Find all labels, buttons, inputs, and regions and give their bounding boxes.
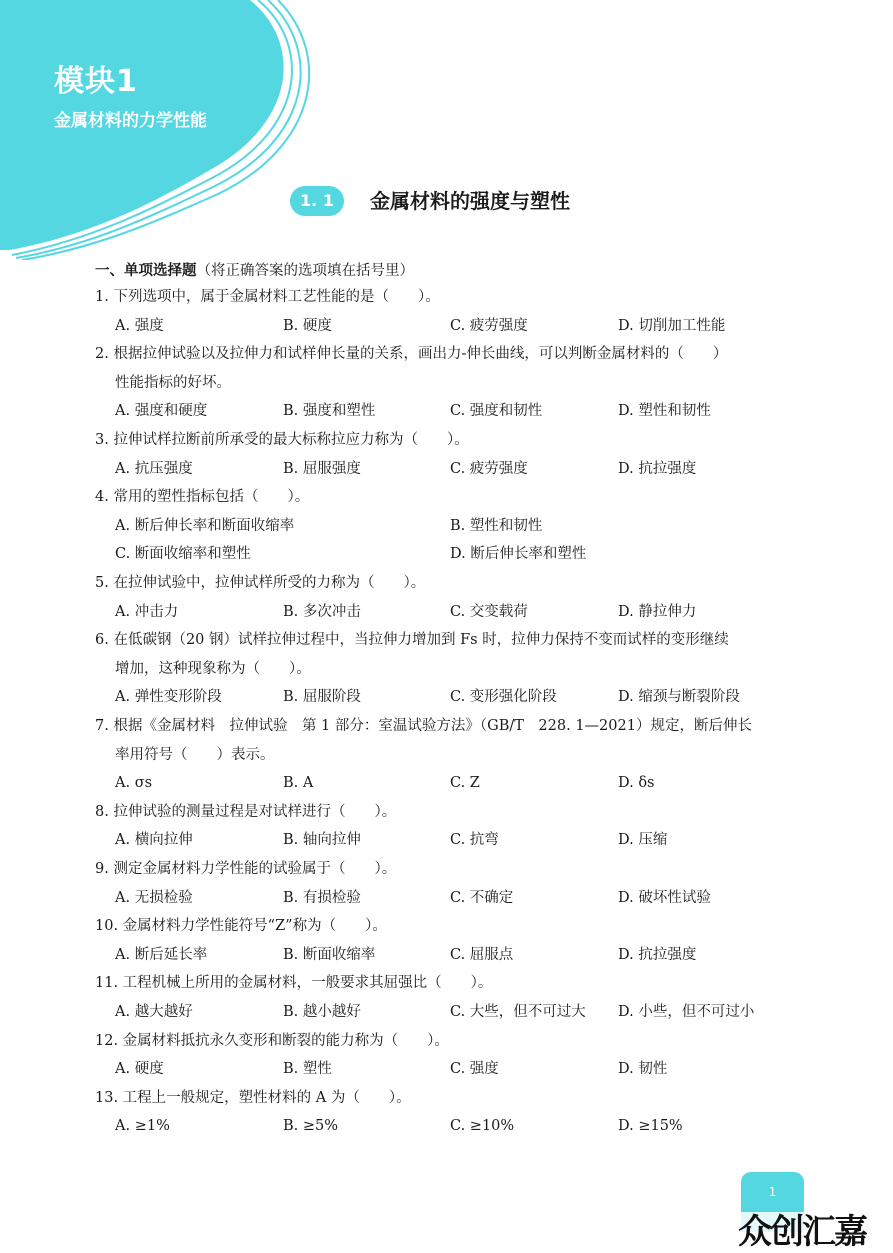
question-10-option: D. 抗拉强度 [618,946,697,963]
question-9-option: B. 有损检验 [283,889,361,906]
question-13-option: A. ≥1% [115,1118,170,1135]
question-8-option: D. 压缩 [618,832,668,849]
question-6-option: A. 弹性变形阶段 [115,689,222,706]
question-13-option: D. ≥15% [618,1118,683,1135]
question-3-text: 3. 拉伸试样拉断前所承受的最大标称拉应力称为（ ）。 [95,432,469,448]
question-6-option: D. 缩颈与断裂阶段 [618,689,740,706]
question-7-option: D. δs [618,775,655,792]
question-2-text: 性能指标的好坏。 [115,374,231,391]
question-1-option: A. 强度 [115,317,164,334]
question-12-option: A. 硬度 [115,1061,164,1078]
part-heading-label: 一、单项选择题 [95,263,197,279]
question-1-option: C. 疲劳强度 [450,317,528,334]
question-3-option: B. 屈服强度 [283,460,361,477]
question-4-text: 4. 常用的塑性指标包括（ ）。 [95,489,310,506]
question-7-text: 7. 根据《金属材料 拉伸试验 第 1 部分：室温试验方法》（GB/T 228. 1—2021）规定，断后伸长 [95,718,752,734]
question-2-option: B. 强度和塑性 [283,403,376,420]
module-subtitle: 金属材料的力学性能 [54,111,207,131]
question-6-text: 6. 在低碳钢（20 钢）试样拉伸过程中，当拉伸力增加到 Fs 时，拉伸力保持不变而试样的变形继续 [95,632,729,649]
question-13-option: C. ≥10% [450,1118,515,1135]
part-instruction: （将正确答案的选项填在括号里） [196,263,414,279]
question-5-text: 5. 在拉伸试验中，拉伸试样所受的力称为（ ）。 [95,575,426,591]
question-10-option: C. 屈服点 [450,946,514,963]
question-7-option: A. σs [115,775,153,792]
watermark-logo: 众创汇嘉 [738,1212,866,1252]
question-4-option: D. 断后伸长率和塑性 [450,546,587,563]
part-heading [95,258,414,284]
question-8-option: A. 横向拉伸 [115,832,193,849]
page-number: 1 [768,1185,777,1199]
question-5-option: D. 静拉伸力 [618,603,697,620]
question-5-option: C. 交变载荷 [450,603,528,620]
question-1-option: B. 硬度 [283,317,332,334]
question-12-option: B. 塑性 [283,1061,332,1078]
question-4-option: C. 断面收缩率和塑性 [115,546,251,563]
question-1-option: D. 切削加工性能 [618,317,726,334]
question-6-text: 增加，这种现象称为（ ）。 [115,660,311,677]
question-7-option: C. Z [450,775,480,792]
question-10-option: B. 断面收缩率 [283,946,376,963]
question-11-option: C. 大些，但不可过大 [450,1004,586,1020]
question-3-option: A. 抗压强度 [115,460,193,477]
section-title: 金属材料的强度与塑性 [370,189,570,213]
question-6-option: C. 变形强化阶段 [450,689,557,706]
question-2-option: A. 强度和硬度 [115,403,208,420]
question-8-text: 8. 拉伸试验的测量过程是对试样进行（ ）。 [95,803,397,820]
question-8-option: B. 轴向拉伸 [283,832,361,849]
question-3-option: D. 抗拉强度 [618,460,697,477]
module-title: 模块1 [54,64,138,99]
question-8-option: C. 抗弯 [450,832,499,849]
question-2-text: 2. 根据拉伸试验以及拉伸力和试样伸长量的关系，画出力-伸长曲线，可以判断金属材料的（ ） [95,346,728,363]
question-9-text: 9. 测定金属材料力学性能的试验属于（ ）。 [95,861,397,877]
question-4-option: B. 塑性和韧性 [450,517,543,534]
question-2-option: C. 强度和韧性 [450,403,543,420]
question-11-option: D. 小些，但不可过小 [618,1004,755,1020]
question-9-option: D. 破坏性试验 [618,889,711,906]
question-1-text: 1. 下列选项中，属于金属材料工艺性能的是（ ）。 [95,289,440,305]
question-7-text: 率用符号（ ）表示。 [115,746,275,763]
question-5-option: B. 多次冲击 [283,603,361,620]
question-3-option: C. 疲劳强度 [450,460,528,477]
question-11-option: A. 越大越好 [115,1004,193,1020]
section-number-badge: 1. 1 [290,186,344,216]
question-11-text: 11. 工程机械上所用的金属材料，一般要求其屈强比（ ）。 [95,975,493,992]
question-9-option: A. 无损检验 [115,889,193,906]
question-7-option: B. A [283,775,314,792]
question-10-text: 10. 金属材料力学性能符号“Z”称为（ ）。 [95,918,387,935]
question-6-option: B. 屈服阶段 [283,689,361,706]
question-12-option: C. 强度 [450,1061,499,1078]
question-2-option: D. 塑性和韧性 [618,403,711,420]
question-11-option: B. 越小越好 [283,1004,361,1020]
question-12-option: D. 韧性 [618,1061,668,1078]
question-10-option: A. 断后延长率 [115,946,208,963]
question-13-option: B. ≥5% [283,1118,339,1135]
question-4-option: A. 断后伸长率和断面收缩率 [115,517,295,534]
question-12-text: 12. 金属材料抵抗永久变形和断裂的能力称为（ ）。 [95,1032,449,1049]
question-5-option: A. 冲击力 [115,603,179,620]
question-13-text: 13. 工程上一般规定，塑性材料的 A 为（ ）。 [95,1089,411,1106]
question-9-option: C. 不确定 [450,889,514,906]
